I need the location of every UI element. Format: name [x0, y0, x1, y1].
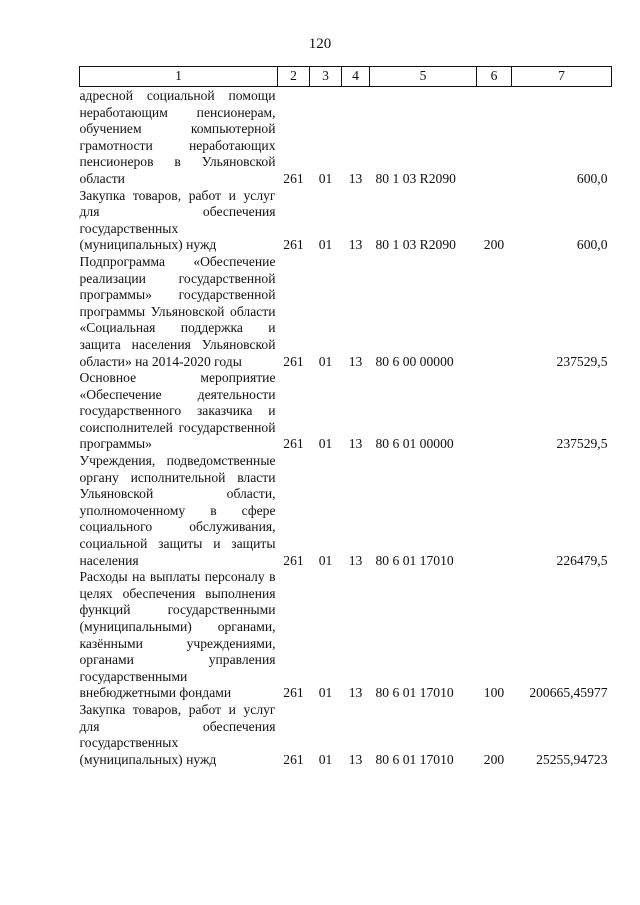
row-section-code: 01 — [318, 436, 333, 452]
row-subsection-code: 13 — [348, 170, 363, 186]
table-row — [80, 569, 612, 702]
row-expense-type — [477, 453, 512, 569]
row-target-code: 80 6 01 00000 — [375, 436, 454, 452]
row-subsection-code: 13 — [348, 237, 363, 253]
row-expense-type: 200 — [483, 237, 505, 253]
table-row — [80, 254, 612, 370]
row-ministry-code: 261 — [283, 685, 304, 701]
row-amount: 600,0 — [576, 237, 608, 253]
row-ministry-code: 261 — [283, 237, 304, 253]
row-amount: 200665,45977 — [529, 685, 608, 701]
table-header-row — [80, 67, 612, 87]
table-row — [80, 453, 612, 569]
row-expense-type — [477, 254, 512, 370]
budget-table — [79, 66, 612, 768]
column-header-6: 6 — [477, 67, 512, 87]
row-section-code: 01 — [318, 751, 333, 767]
row-ministry-code: 261 — [283, 170, 304, 186]
row-target-code: 80 1 03 R2090 — [375, 170, 456, 186]
row-section-code: 01 — [318, 170, 333, 186]
row-subsection-code: 13 — [348, 552, 363, 568]
row-expense-type — [477, 87, 512, 188]
table-row — [80, 188, 612, 254]
row-amount: 600,0 — [576, 170, 608, 186]
row-target-code: 80 6 00 00000 — [375, 353, 454, 369]
row-description: Подпрограмма «Обеспечение реализации государственной программы» государственной программы Ульяновской области «Социальная поддержка и защита населения Ульяновской области» на 2014-2020 годы — [79, 253, 276, 369]
table-row — [80, 702, 612, 768]
column-header-1: 1 — [80, 67, 278, 87]
column-header-4: 4 — [342, 67, 370, 87]
row-description: Основное мероприятие «Обеспечение деятельности государственного заказчика и соисполнителей государственной программы» — [79, 370, 276, 452]
row-ministry-code: 261 — [283, 436, 304, 452]
row-expense-type — [477, 370, 512, 453]
row-ministry-code: 261 — [283, 552, 304, 568]
row-section-code: 01 — [318, 685, 333, 701]
row-description: адресной социальной помощи неработающим пенсионерам, обучением компьютерной грамотности неработающих пенсионеров в Ульяновской области — [79, 88, 276, 186]
column-header-7: 7 — [512, 67, 612, 87]
row-expense-type: 200 — [483, 751, 505, 767]
row-section-code: 01 — [318, 552, 333, 568]
row-amount: 25255,94723 — [536, 751, 608, 767]
row-amount: 237529,5 — [556, 353, 608, 369]
row-subsection-code: 13 — [348, 436, 363, 452]
row-expense-type: 100 — [483, 685, 505, 701]
row-ministry-code: 261 — [283, 353, 304, 369]
column-header-3: 3 — [310, 67, 342, 87]
row-subsection-code: 13 — [348, 751, 363, 767]
column-header-5: 5 — [370, 67, 477, 87]
row-subsection-code: 13 — [348, 685, 363, 701]
row-section-code: 01 — [318, 353, 333, 369]
table-row — [80, 87, 612, 188]
row-description: Учреждения, подведомственные органу исполнительной власти Ульяновской области, уполномоченному в сфере социального обслуживания, социальной защиты и защиты населения — [79, 453, 276, 568]
row-section-code: 01 — [318, 237, 333, 253]
row-target-code: 80 6 01 17010 — [375, 552, 454, 568]
table-row — [80, 370, 612, 453]
row-ministry-code: 261 — [283, 751, 304, 767]
row-amount: 237529,5 — [556, 436, 608, 452]
row-target-code: 80 1 03 R2090 — [375, 237, 456, 253]
row-target-code: 80 6 01 17010 — [375, 751, 454, 767]
page-number: 120 — [308, 36, 332, 52]
column-header-2: 2 — [278, 67, 310, 87]
row-amount: 226479,5 — [556, 552, 608, 568]
row-description: Расходы на выплаты персоналу в целях обеспечения выполнения функций государственными (муниципальными) органами, казёнными учреждениями, органами управления государственными внебюджетными фондами — [79, 569, 276, 701]
row-subsection-code: 13 — [348, 353, 363, 369]
row-target-code: 80 6 01 17010 — [375, 685, 454, 701]
row-description: Закупка товаров, работ и услуг для обеспечения государственных (муниципальных) нужд — [79, 701, 276, 767]
row-description: Закупка товаров, работ и услуг для обеспечения государственных (муниципальных) нужд — [79, 187, 276, 253]
